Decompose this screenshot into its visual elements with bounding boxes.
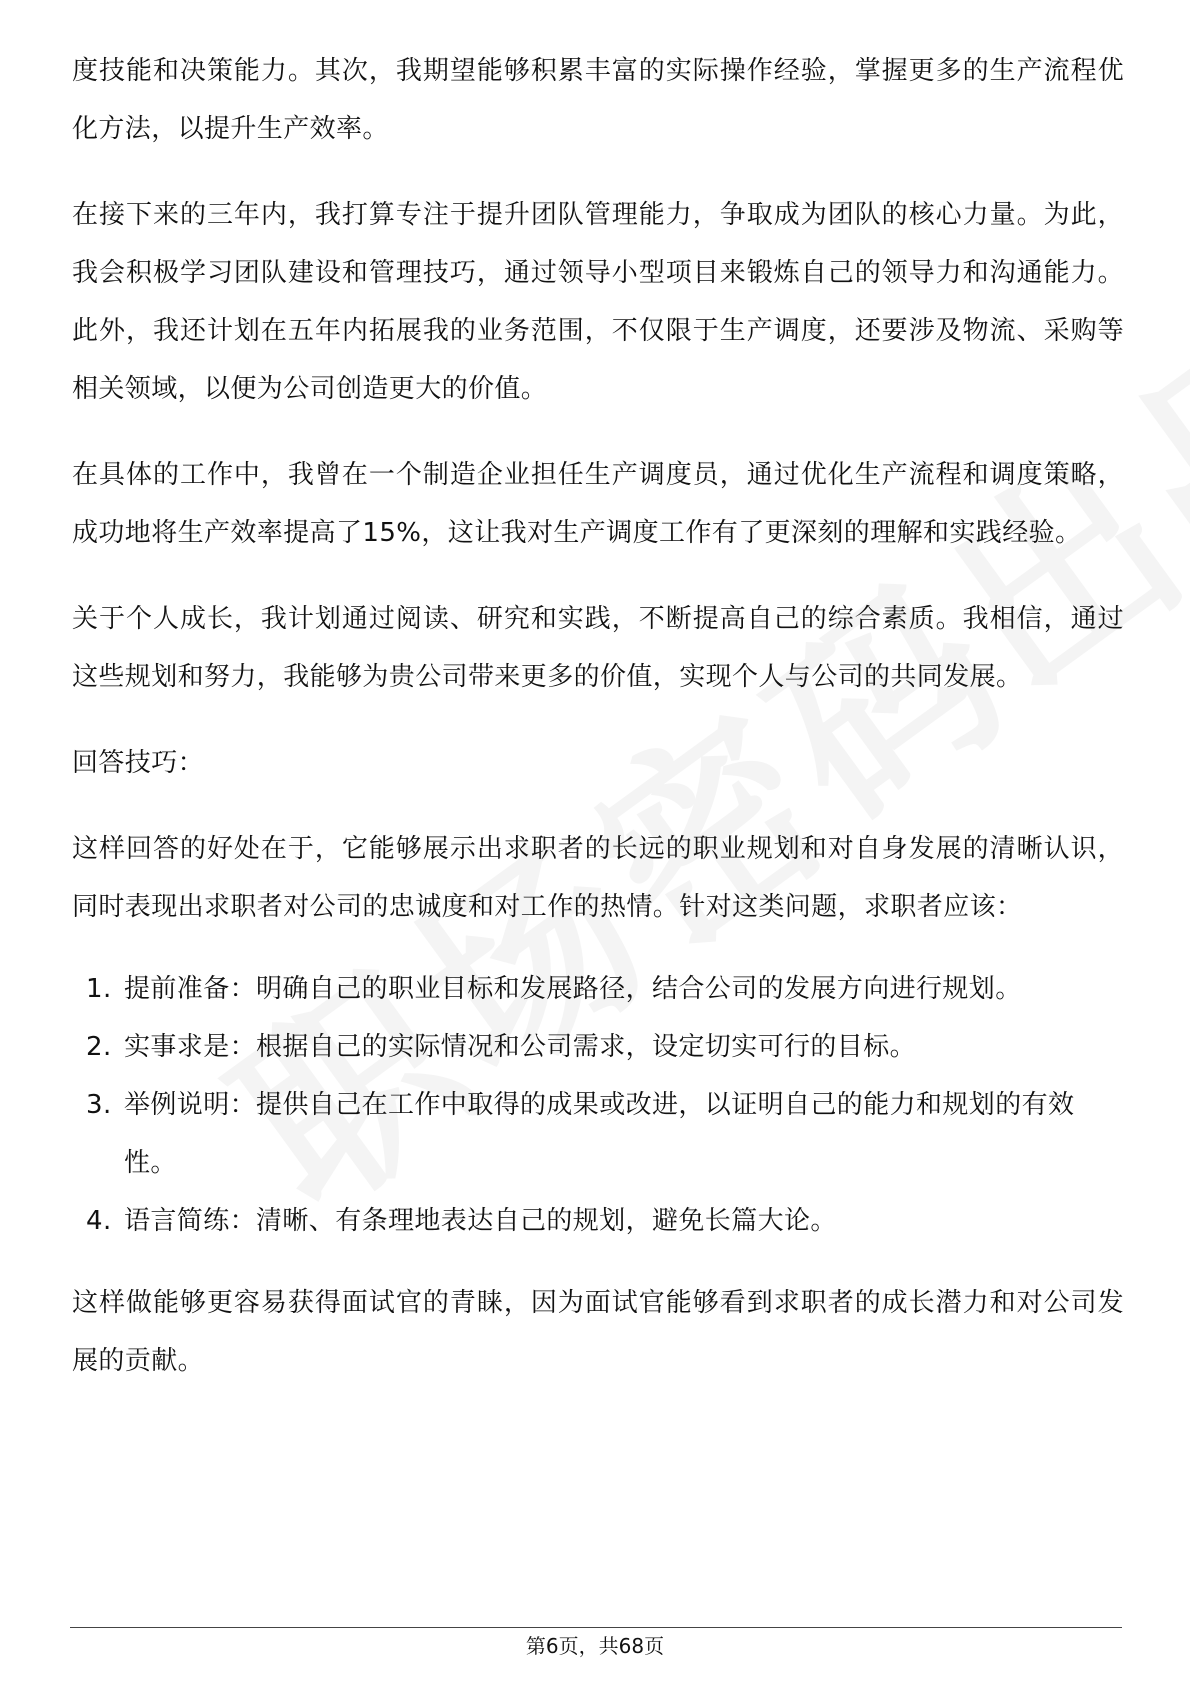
paragraph-answer-benefits: 这样回答的好处在于，它能够展示出求职者的长远的职业规划和对自身发展的清晰认识，同时表现出求职者对公司的忠诚度和对工作的热情。针对这类问题，求职者应该： [72,834,1124,922]
list-item [72,1192,1124,1250]
list-item [72,1018,1124,1076]
paragraph-conclusion: 这样做能够更容易获得面试官的青睐，因为面试官能够看到求职者的成长潜力和对公司发展的贡献。 [72,1288,1124,1376]
paragraph-skills: 度技能和决策能力。其次，我期望能够积累丰富的实际操作经验，掌握更多的生产流程优化方法，以提升生产效率。 [72,56,1124,144]
list-item [72,1076,1124,1192]
paragraph-three-year-plan: 在接下来的三年内，我打算专注于提升团队管理能力，争取成为团队的核心力量。为此，我会积极学习团队建设和管理技巧，通过领导小型项目来锻炼自己的领导力和沟通能力。此外，我还计划在五年内拓展我的业务范围，不仅限于生产调度，还要涉及物流、采购等相关领域，以便为公司创造更大的价值。 [72,200,1124,404]
section-heading-answer-tips: 回答技巧： [72,748,205,778]
list-number: 2. [86,1032,112,1062]
tips-list [72,960,1124,1250]
list-number: 4. [86,1206,112,1236]
page-number: 第6页，共68页 [525,1634,665,1658]
list-item-text: 举例说明：提供自己在工作中取得的成果或改进，以证明自己的能力和规划的有效性。 [124,1090,1075,1178]
paragraph-work-experience: 在具体的工作中，我曾在一个制造企业担任生产调度员，通过优化生产流程和调度策略，成功地将生产效率提高了15%，这让我对生产调度工作有了更深刻的理解和实践经验。 [72,460,1124,548]
list-number: 1. [86,974,112,1004]
list-number: 3. [86,1090,112,1120]
list-item-text: 提前准备：明确自己的职业目标和发展路径，结合公司的发展方向进行规划。 [124,974,1022,1004]
paragraph-personal-growth: 关于个人成长，我计划通过阅读、研究和实践，不断提高自己的综合素质。我相信，通过这些规划和努力，我能够为贵公司带来更多的价值，实现个人与公司的共同发展。 [72,604,1124,692]
list-item-text: 语言简练：清晰、有条理地表达自己的规划，避免长篇大论。 [124,1206,837,1236]
list-item [72,960,1124,1018]
page-content [72,42,1124,1390]
list-item-text: 实事求是：根据自己的实际情况和公司需求，设定切实可行的目标。 [124,1032,917,1062]
footer-divider [70,1627,1122,1628]
